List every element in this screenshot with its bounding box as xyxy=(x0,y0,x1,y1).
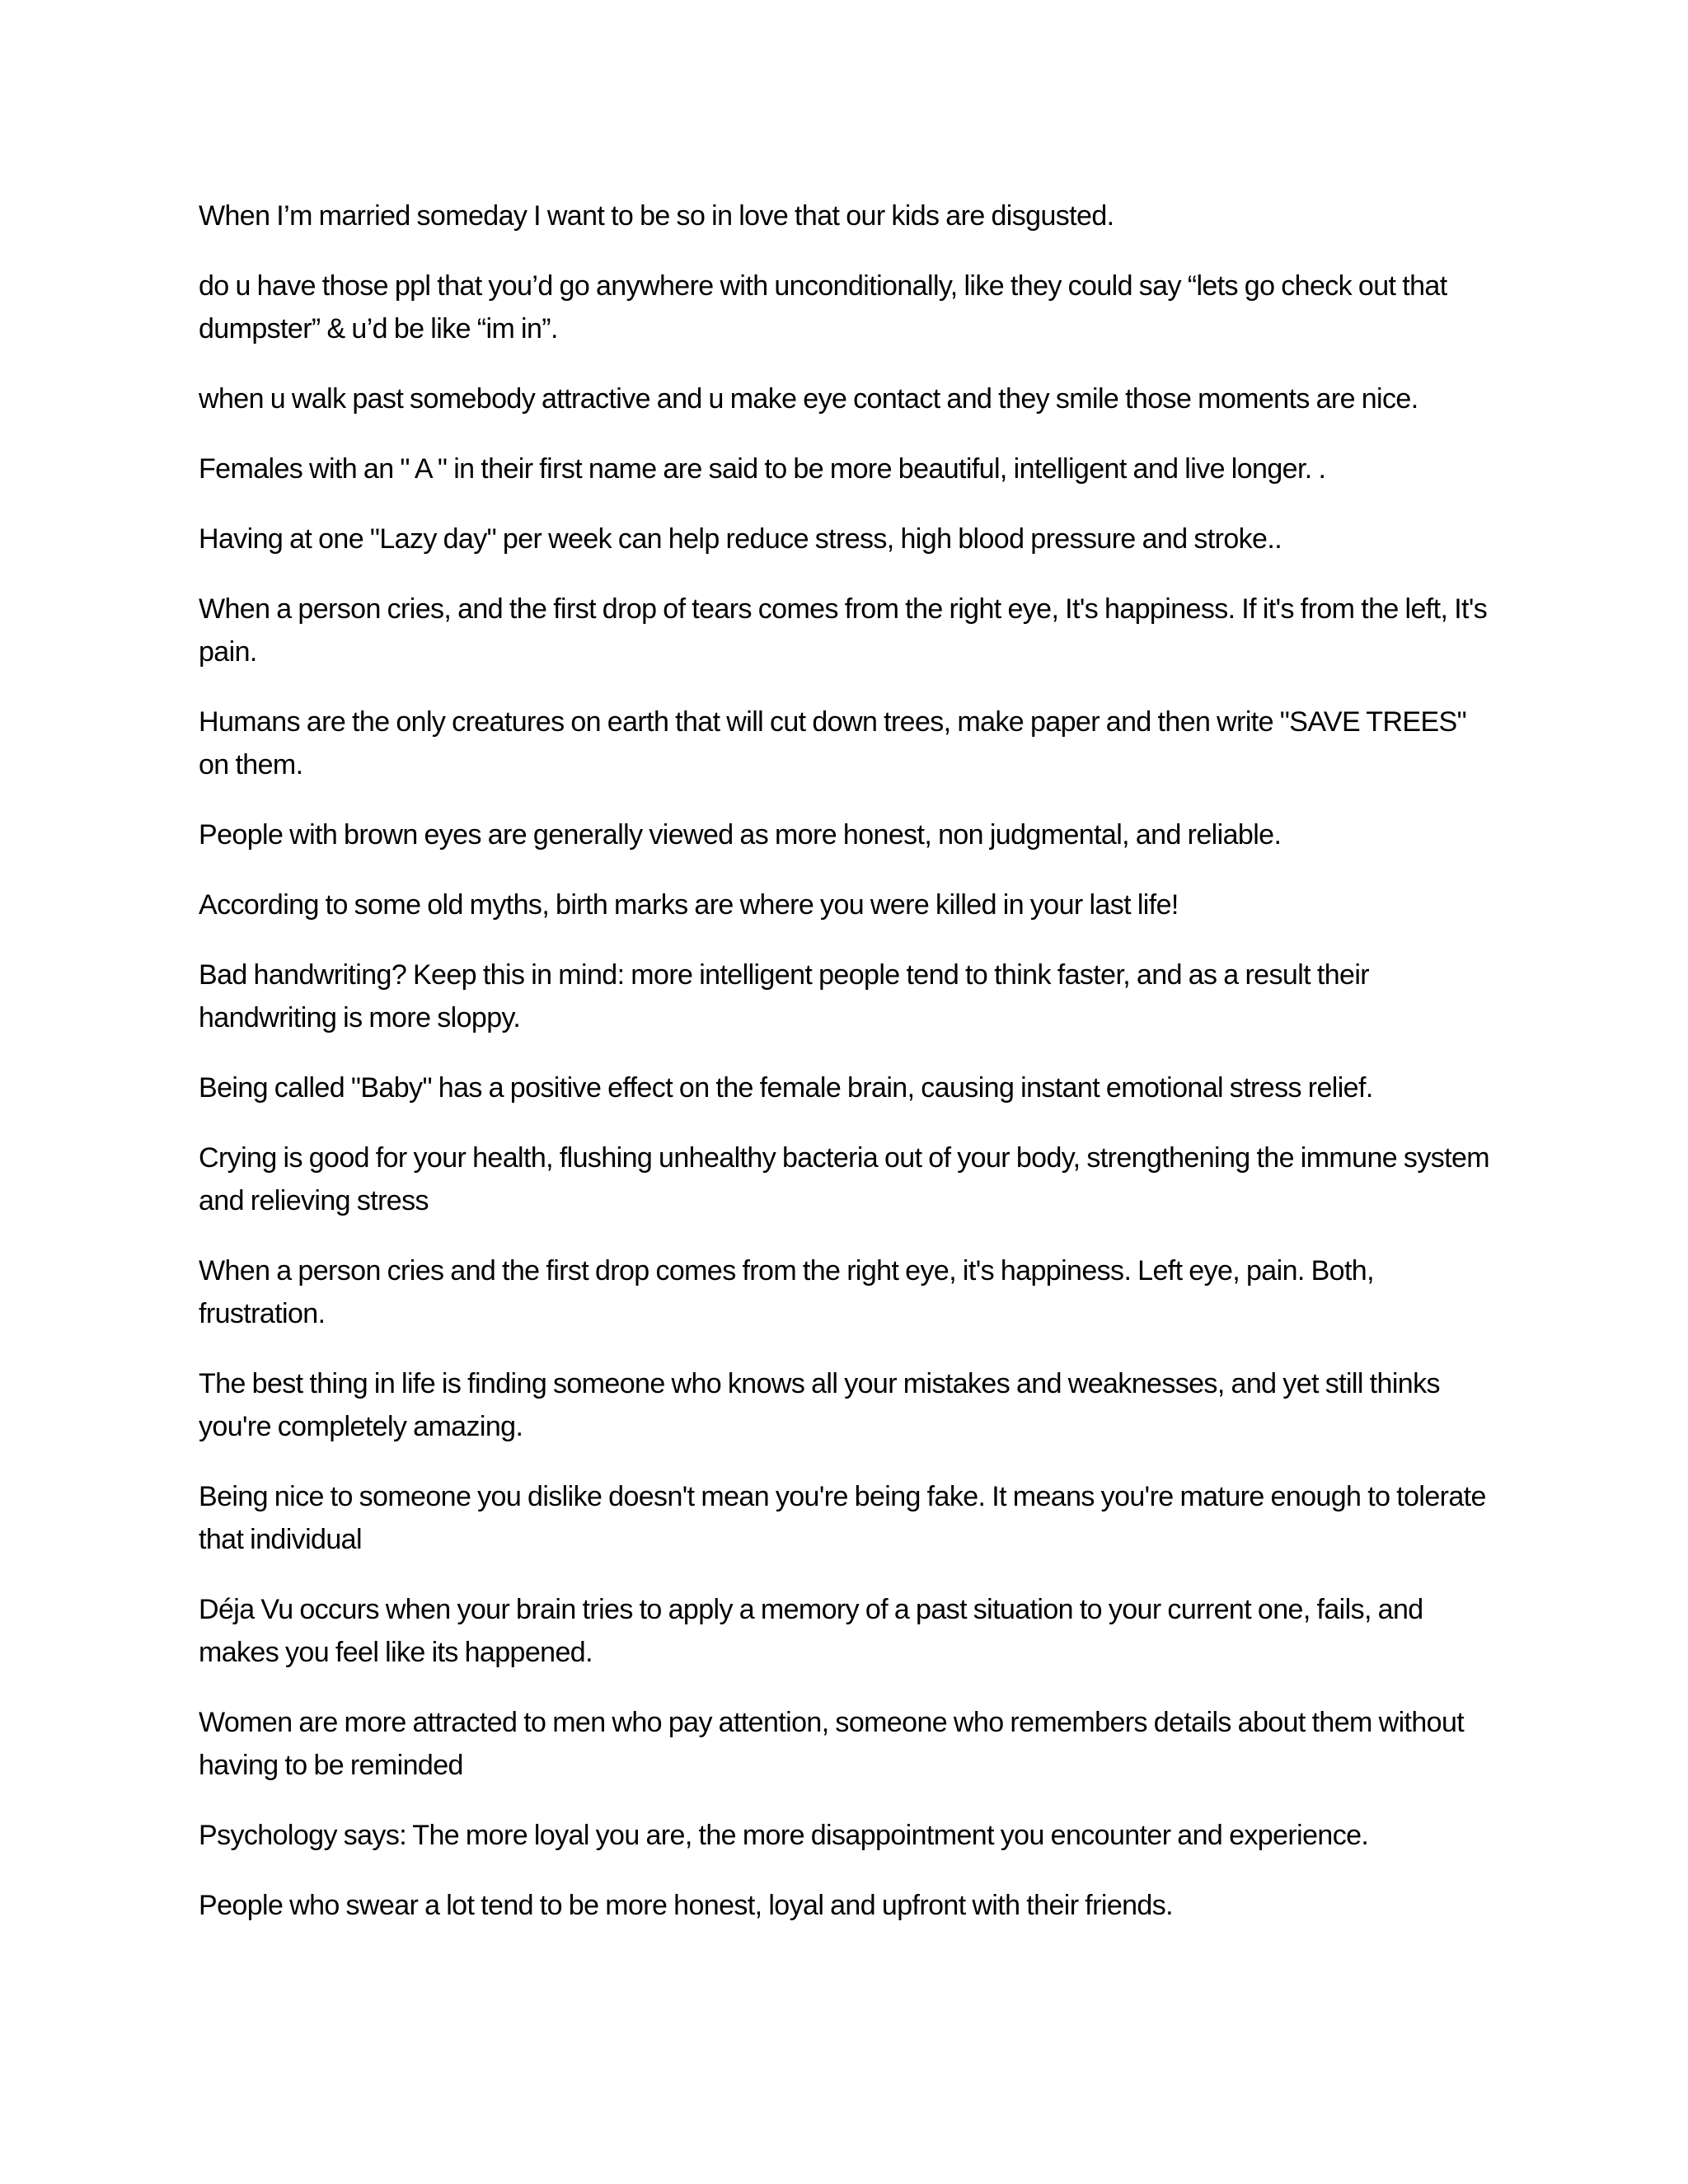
paragraph: when u walk past somebody attractive and u make eye contact and they smile those moments are nice. xyxy=(199,383,1418,415)
paragraph: Crying is good for your health, flushing unhealthy bacteria out of your body, strengthening the immune system and relieving stress xyxy=(199,1142,1490,1216)
paragraph: The best thing in life is finding someone who knows all your mistakes and weaknesses, and yet still thinks you're completely amazing. xyxy=(199,1368,1440,1442)
paragraph: do u have those ppl that you’d go anywhere with unconditionally, like they could say “lets go check out that dumpster” & u’d be like “im in”. xyxy=(199,270,1447,344)
paragraph: People who swear a lot tend to be more honest, loyal and upfront with their friends. xyxy=(199,1890,1173,1921)
paragraph: Bad handwriting? Keep this in mind: more intelligent people tend to think faster, and as a result their handwriting is more sloppy. xyxy=(199,959,1369,1033)
paragraph: When a person cries and the first drop comes from the right eye, it's happiness. Left eye, pain. Both, frustration. xyxy=(199,1255,1374,1329)
paragraph: Having at one "Lazy day" per week can help reduce stress, high blood pressure and stroke.. xyxy=(199,523,1282,555)
paragraph: Being called "Baby" has a positive effect on the female brain, causing instant emotional stress relief. xyxy=(199,1072,1373,1104)
paragraph: According to some old myths, birth marks are where you were killed in your last life! xyxy=(199,889,1179,921)
document-body xyxy=(199,194,1501,1954)
paragraph: People with brown eyes are generally viewed as more honest, non judgmental, and reliable. xyxy=(199,819,1282,851)
paragraph: Psychology says: The more loyal you are, the more disappointment you encounter and experience. xyxy=(199,1820,1369,1851)
paragraph: When I’m married someday I want to be so in love that our kids are disgusted. xyxy=(199,200,1114,232)
paragraph: Women are more attracted to men who pay attention, someone who remembers details about them without having to be reminded xyxy=(199,1707,1465,1781)
paragraph: Being nice to someone you dislike doesn't mean you're being fake. It means you're mature enough to tolerate that individual xyxy=(199,1481,1486,1555)
paragraph: Humans are the only creatures on earth that will cut down trees, make paper and then write "SAVE TREES" on them. xyxy=(199,706,1467,780)
paragraph: Déja Vu occurs when your brain tries to apply a memory of a past situation to your current one, fails, and makes you feel like its happened. xyxy=(199,1594,1423,1668)
paragraph: When a person cries, and the first drop of tears comes from the right eye, It's happiness. If it's from the left, It's pain. xyxy=(199,593,1488,668)
paragraph: Females with an " A " in their first name are said to be more beautiful, intelligent and live longer. . xyxy=(199,453,1326,485)
